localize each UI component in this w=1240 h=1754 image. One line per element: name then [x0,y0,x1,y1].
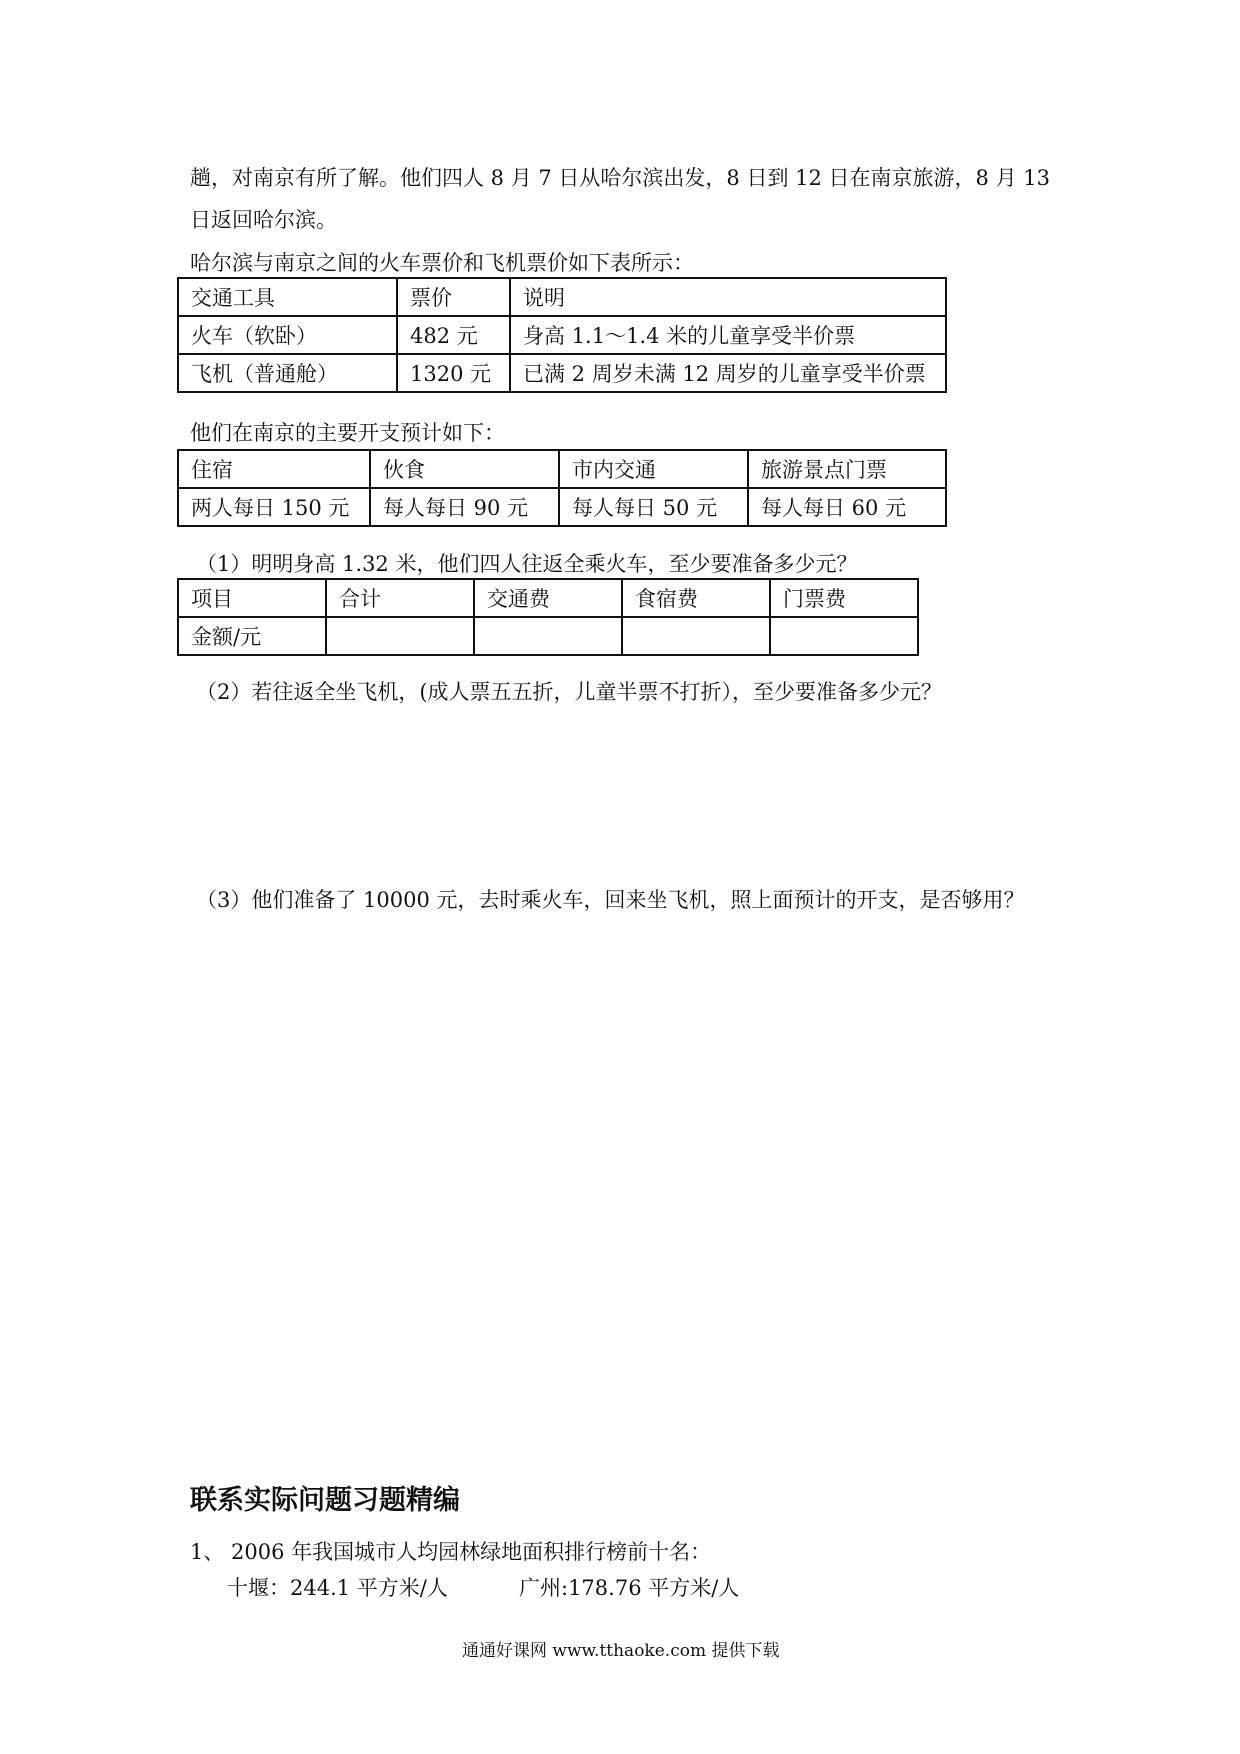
answer-table [177,578,919,656]
exercise-1-text: 1、 2006 年我国城市人均园林绿地面积排行榜前十名： [190,1540,712,1564]
table-row [178,488,946,526]
question-2: （2）若往返全坐飞机，(成人票五五折，儿童半票不打折），至少要准备多少元？ [196,680,943,704]
ticket-table [177,277,947,393]
table-cell: 每人每日 60 元 [748,488,946,526]
answer-cell-transport [474,617,622,655]
table-cell: 1320 元 [397,354,510,392]
table-row [178,316,946,354]
expense-caption: 他们在南京的主要开支预计如下： [190,421,505,445]
answer-cell-tickets [770,617,918,655]
table-cell: 每人每日 90 元 [370,488,559,526]
table-row [178,278,946,316]
table-header-cell: 交通费 [474,579,622,617]
table-header-cell: 伙食 [370,450,559,488]
table-row [178,617,918,655]
answer-cell-food-lodging [622,617,770,655]
table-header-cell: 交通工具 [178,278,397,316]
question-3: （3）他们准备了 10000 元，去时乘火车，回来坐飞机，照上面预计的开支，是否够用？ [196,888,1025,912]
table-cell: 金额/元 [178,617,326,655]
table-header-cell: 门票费 [770,579,918,617]
table-row [178,579,918,617]
page-footer: 通通好课网 www.tthaoke.com 提供下载 [462,1641,780,1661]
intro-line-2: 日返回哈尔滨。 [190,208,337,232]
table-cell: 身高 1.1～1.4 米的儿童享受半价票 [510,316,946,354]
table-cell: 两人每日 150 元 [178,488,370,526]
table-cell: 482 元 [397,316,510,354]
table-cell: 已满 2 周岁未满 12 周岁的儿童享受半价票 [510,354,946,392]
expense-table [177,449,947,527]
table-header-cell: 项目 [178,579,326,617]
table-header-cell: 票价 [397,278,510,316]
table-header-cell: 说明 [510,278,946,316]
exercise-1-item-1: 十堰：244.1 平方米/人 [227,1576,448,1600]
ticket-caption: 哈尔滨与南京之间的火车票价和飞机票价如下表所示： [190,251,694,275]
table-header-cell: 合计 [326,579,474,617]
intro-line-1: 趟，对南京有所了解。他们四人 8 月 7 日从哈尔滨出发，8 日到 12 日在南京旅游，8 月 13 [190,166,1050,190]
table-header-cell: 住宿 [178,450,370,488]
table-row [178,354,946,392]
table-header-cell: 市内交通 [559,450,748,488]
table-row [178,450,946,488]
table-header-cell: 食宿费 [622,579,770,617]
answer-cell-total [326,617,474,655]
section-heading: 联系实际问题习题精编 [190,1485,460,1516]
question-1: （1）明明身高 1.32 米，他们四人往返全乘火车，至少要准备多少元？ [196,552,858,576]
exercise-1-item-2: 广州:178.76 平方米/人 [519,1576,740,1600]
table-cell: 每人每日 50 元 [559,488,748,526]
table-cell: 火车（软卧） [178,316,397,354]
table-header-cell: 旅游景点门票 [748,450,946,488]
table-cell: 飞机（普通舱） [178,354,397,392]
